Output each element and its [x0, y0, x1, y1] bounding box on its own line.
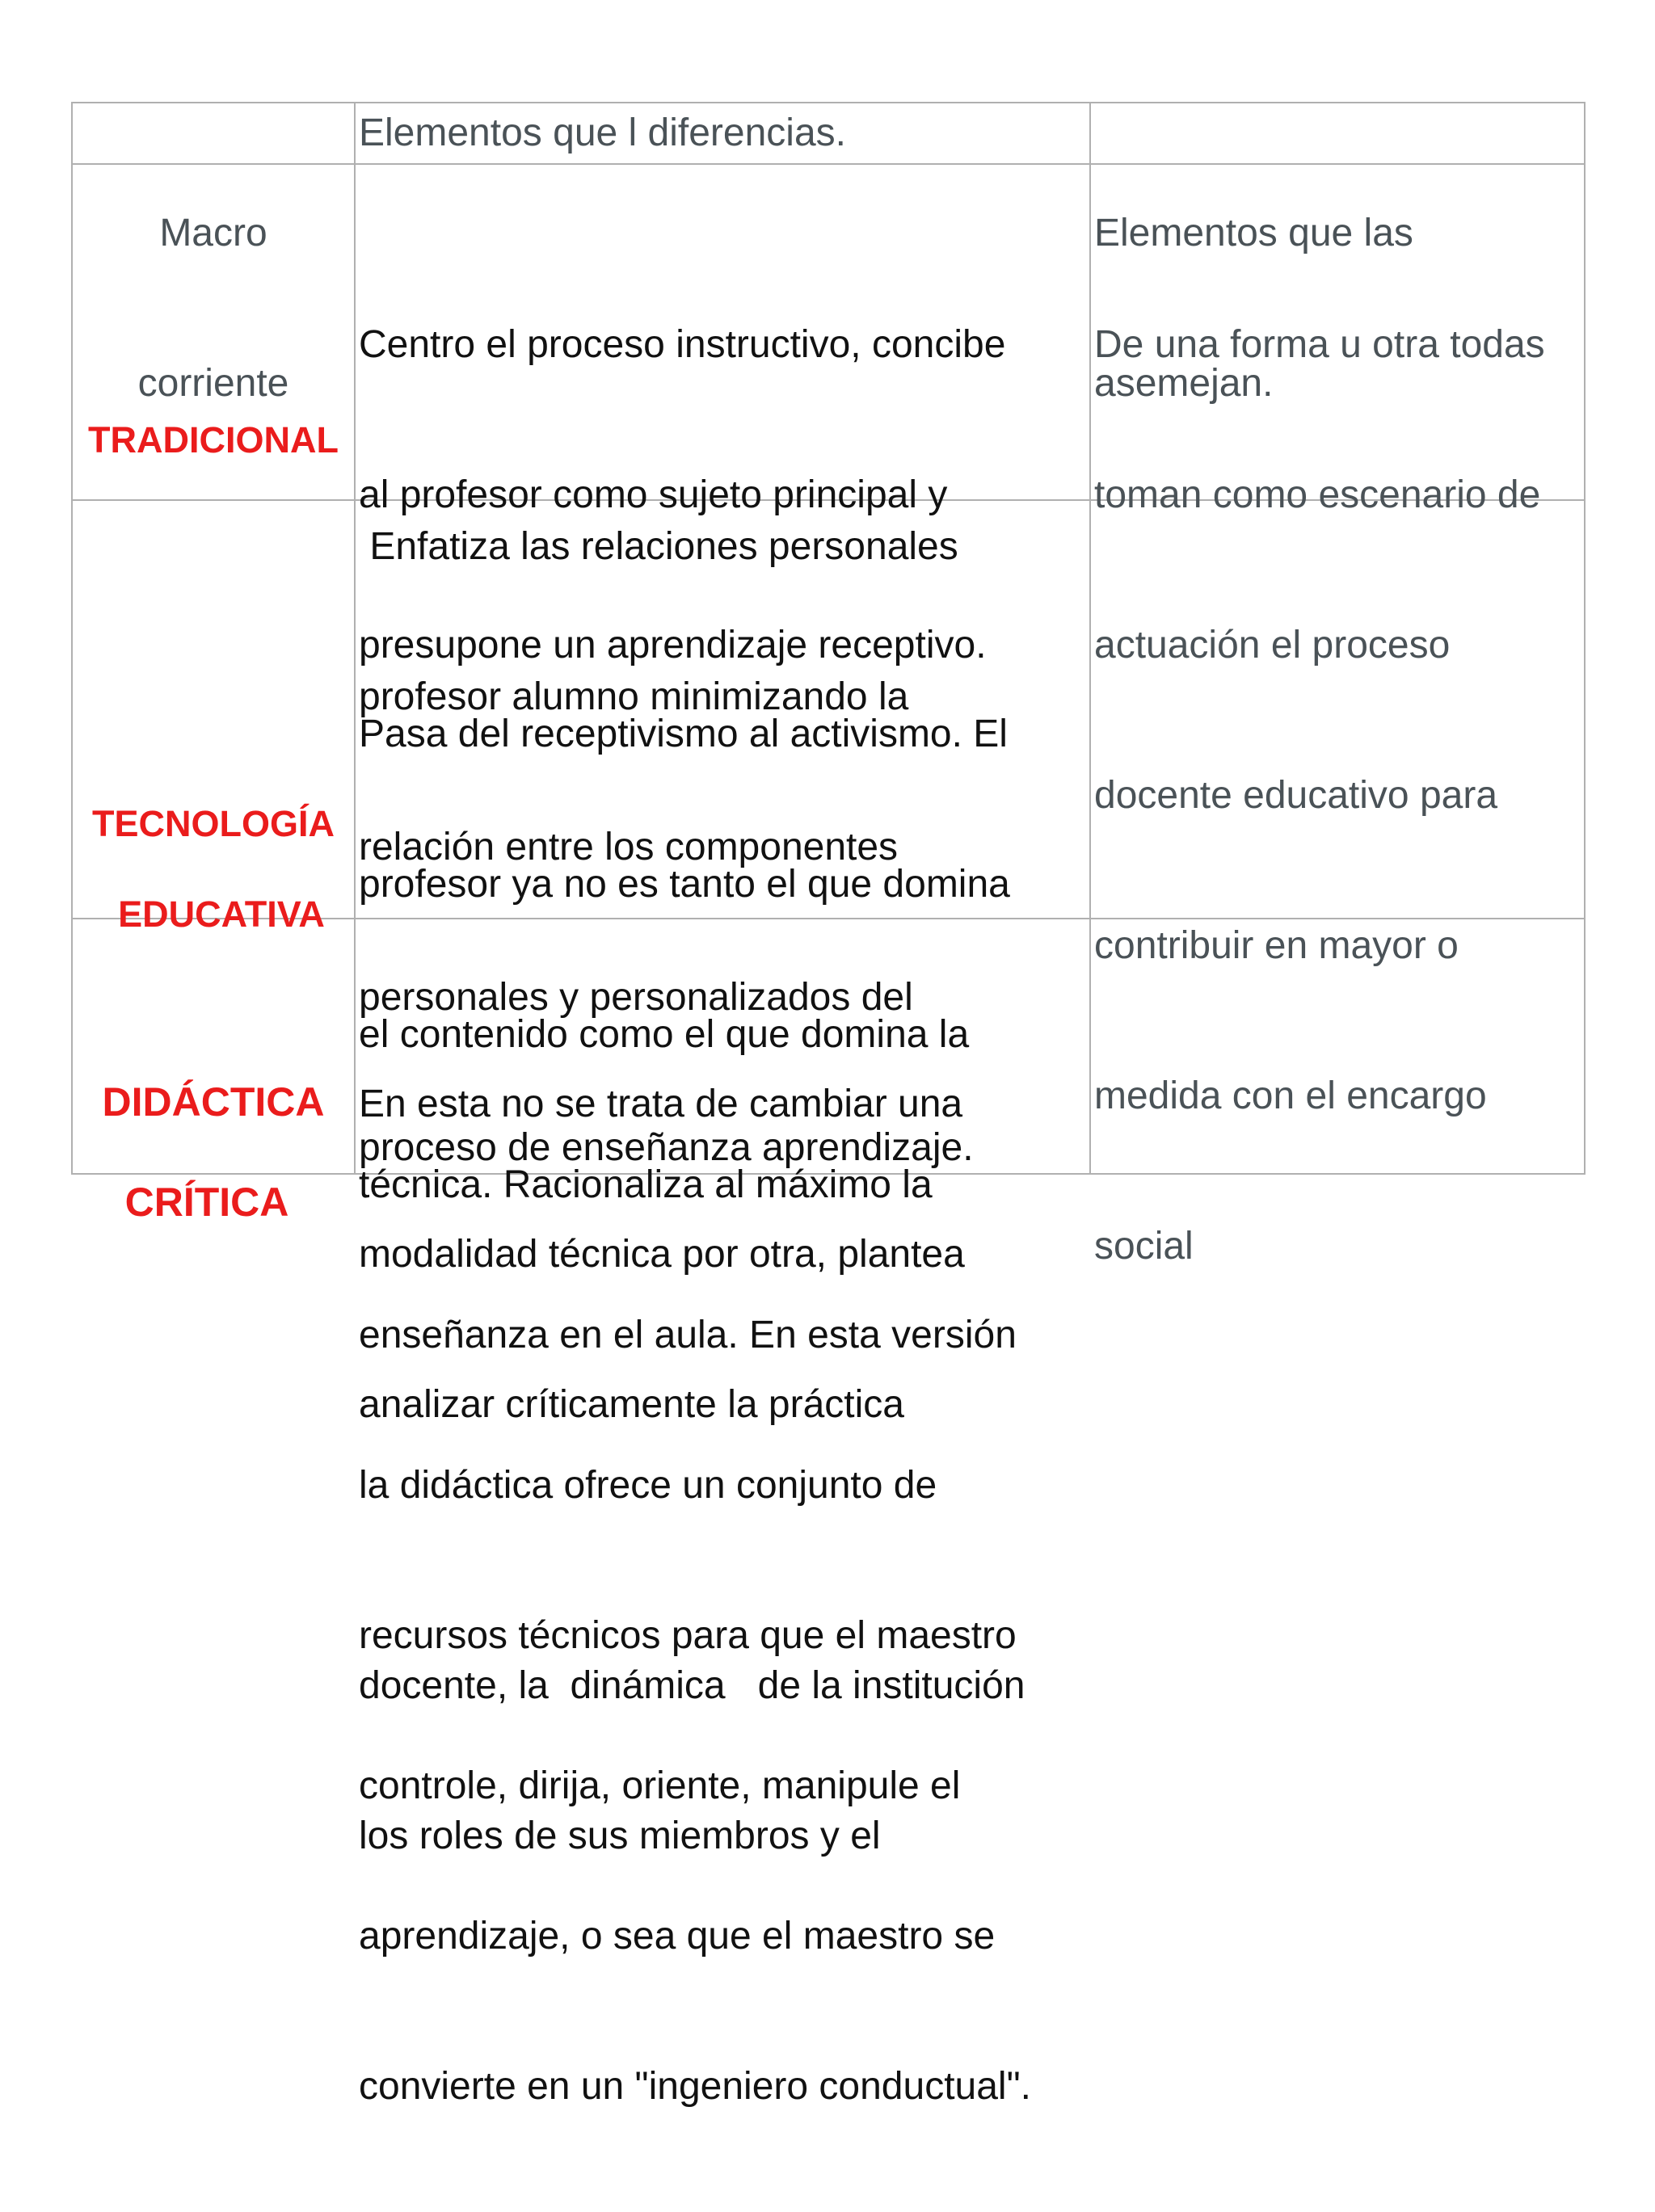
- table-border-right: [1584, 102, 1586, 1175]
- text-line: técnica. Racionaliza al máximo la: [359, 1163, 933, 1206]
- table-border-top: [71, 102, 1586, 103]
- header-col3-line-2: asemejan.: [1094, 362, 1274, 405]
- row-label-didactica: DIDÁCTICA: [102, 1079, 325, 1125]
- text-line: contribuir en mayor o: [1094, 924, 1459, 967]
- text-line: social: [1094, 1225, 1194, 1268]
- text-line: modalidad técnica por otra, plantea: [359, 1233, 965, 1276]
- text-line: presupone un aprendizaje receptivo.: [359, 624, 987, 667]
- text-line: aprendizaje, o sea que el maestro se: [359, 1915, 996, 1958]
- header-col1-line-1: Macro: [159, 212, 267, 254]
- text-line: profesor ya no es tanto el que domina: [359, 863, 1010, 906]
- text-line: personales y personalizados del: [359, 976, 913, 1019]
- text-line: controle, dirija, oriente, manipule el: [359, 1764, 961, 1807]
- similarities-text: [1094, 220, 1545, 1372]
- text-line: relación entre los componentes: [359, 826, 899, 868]
- text-line: recursos técnicos para que el maestro: [359, 1614, 1017, 1657]
- row-label-tecnologia: TECNOLOGÍA: [92, 803, 335, 844]
- text-line: analizar críticamente la práctica: [359, 1383, 904, 1426]
- text-line: medida con el encargo: [1094, 1074, 1487, 1117]
- text-line: Pasa del receptivismo al activismo. El: [359, 713, 1008, 755]
- text-line: actuación el proceso: [1094, 624, 1451, 667]
- differences-critica: [359, 979, 1025, 1962]
- text-line: al profesor como sujeto principal y: [359, 473, 948, 516]
- header-differences: Elementos que l diferencias.: [359, 111, 846, 154]
- text-line: [359, 1530, 1025, 1561]
- text-line: docente, la dinámica de la institución: [359, 1664, 1025, 1707]
- text-line: proceso de enseñanza aprendizaje.: [359, 1126, 974, 1169]
- text-line: docente educativo para: [1094, 774, 1498, 817]
- text-line: De una forma u otra todas: [1094, 323, 1545, 366]
- text-line: Centro el proceso instructivo, concibe: [359, 323, 1006, 366]
- header-col1-line-2: corriente: [137, 362, 289, 405]
- header-col3-line-1: Elementos que las: [1094, 212, 1413, 254]
- text-line: el contenido como el que domina la: [359, 1013, 970, 1056]
- text-line: convierte en un "ingeniero conductual".: [359, 2065, 1031, 2108]
- text-line: la didáctica ofrece un conjunto de: [359, 1464, 937, 1507]
- row-label-critica: CRÍTICA: [124, 1180, 289, 1225]
- row-label-educativa: EDUCATIVA: [118, 894, 325, 935]
- table-col-divider-2: [1089, 102, 1091, 1175]
- text-line: enseñanza en el aula. En esta versión: [359, 1314, 1017, 1356]
- row-label-tradicional: TRADICIONAL: [88, 419, 339, 460]
- text-line: los roles de sus miembros y el: [359, 1815, 881, 1857]
- text-line: profesor alumno minimizando la: [359, 675, 909, 718]
- text-line: En esta no se trata de cambiar una: [359, 1083, 963, 1125]
- text-line: toman como escenario de: [1094, 473, 1541, 516]
- text-line: Enfatiza las relaciones personales: [359, 525, 958, 568]
